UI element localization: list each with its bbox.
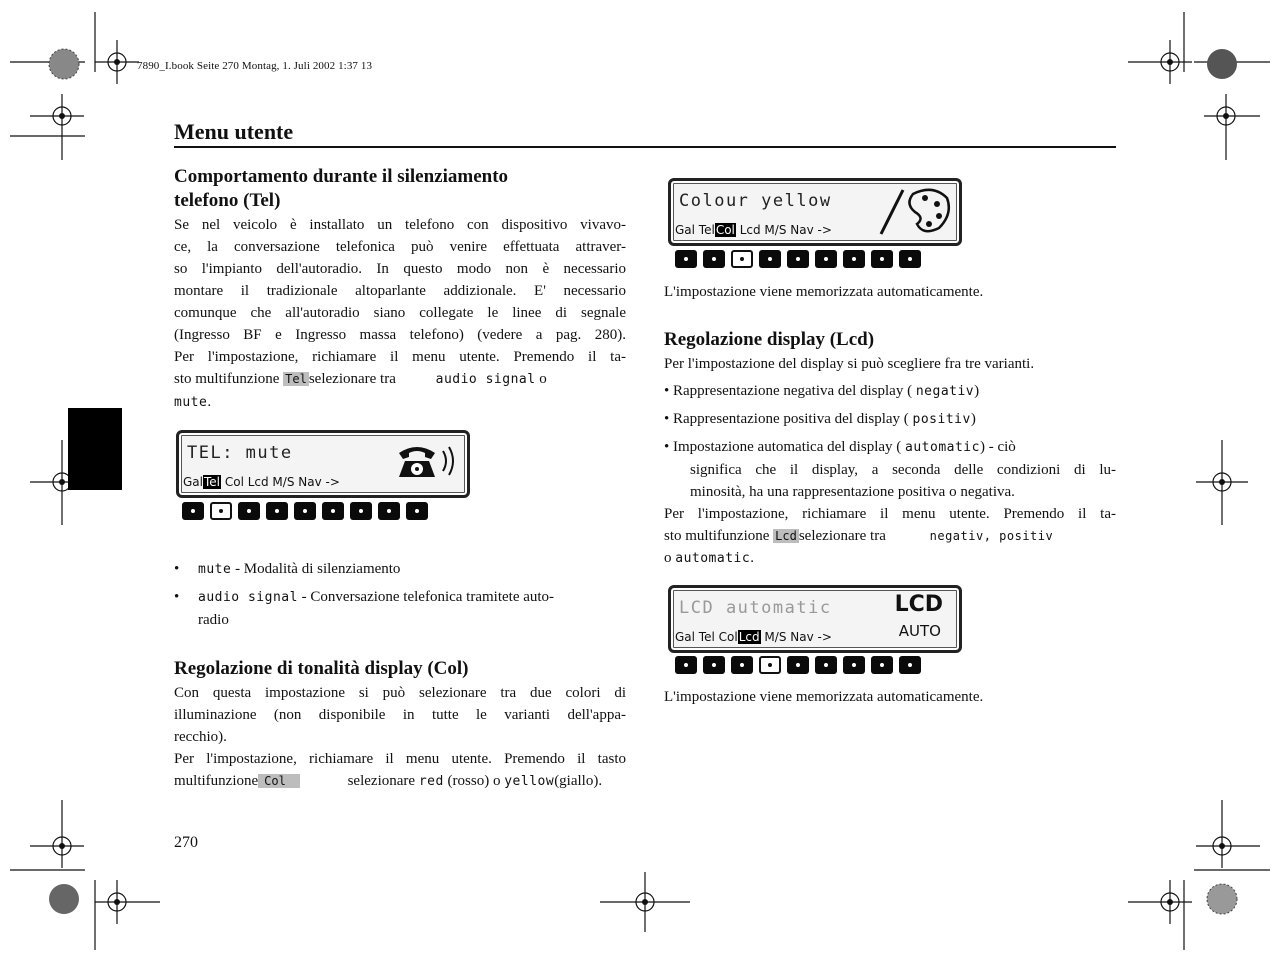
softkey-5[interactable] <box>787 250 809 268</box>
para-line <box>174 368 626 391</box>
text: o <box>664 550 672 566</box>
softkey-row-tel <box>182 502 428 520</box>
text: sto multifunzione <box>174 371 280 387</box>
text: ) - ciò <box>979 439 1016 455</box>
menu-selected: Lcd <box>738 630 760 644</box>
col-paragraph <box>174 682 626 793</box>
text: sto multifunzione <box>664 528 770 544</box>
palette-icon <box>873 184 953 238</box>
heading-line-2: telefono (Tel) <box>174 190 281 211</box>
para-line <box>664 525 1116 547</box>
bullet-mute: • mute - Modalità di silenziamento <box>174 561 401 577</box>
softkey-8[interactable] <box>378 502 400 520</box>
softkey-7[interactable] <box>843 656 865 674</box>
lcd-menu-bar <box>675 223 832 237</box>
softkey-8[interactable] <box>871 656 893 674</box>
bullet-positiv: • Rappresentazione positiva del display ( positiv) <box>664 411 976 427</box>
text: (rosso) o <box>447 773 501 789</box>
text: . <box>750 550 754 566</box>
softkey-1[interactable] <box>182 502 204 520</box>
softkey-row-lcd <box>675 656 921 674</box>
text: o <box>539 371 547 387</box>
lcd-display-col <box>668 178 962 246</box>
lcd-menu-bar <box>675 630 832 644</box>
lcd-paragraph <box>664 353 1116 570</box>
softkey-9[interactable] <box>406 502 428 520</box>
para-line: so l'impianto dell'autoradio. In questo modo non è necessario <box>174 261 626 277</box>
col-saved-note: L'impostazione viene memorizzata automaticamente. <box>664 284 984 300</box>
para-line: Per l'impostazione del display si può scegliere fra tre varianti. <box>664 356 1035 372</box>
softkey-9[interactable] <box>899 250 921 268</box>
text: . <box>207 394 212 410</box>
para-line: illuminazione (non disponibile in tutte le varianti dell'appa- <box>174 707 626 723</box>
text: selezionare tra <box>308 371 396 387</box>
heading-line-1: Comportamento durante il silenziamento <box>174 166 509 187</box>
menu-text: M/S Nav -> <box>764 630 832 644</box>
code-text: negativ <box>915 384 975 399</box>
softkey-4[interactable] <box>759 250 781 268</box>
menu-text: Gal <box>183 475 203 489</box>
softkey-2[interactable] <box>703 250 725 268</box>
text: • Rappresentazione negativa del display ( <box>664 383 913 399</box>
menu-selected: Col <box>715 223 735 237</box>
para-line: Per l'impostazione, richiamare il menu utente. Premendo il ta- <box>664 506 1116 522</box>
para-line: minosità, ha una rappresentazione positiva o negativa. <box>690 484 1015 500</box>
lcd-display-lcd <box>668 585 962 653</box>
section-heading-lcd: Regolazione display (Lcd) <box>664 329 875 350</box>
para-line: Per l'impostazione, richiamare il menu utente. Premendo il ta- <box>174 349 626 365</box>
section-heading-tel <box>174 165 508 213</box>
text: • Impostazione automatica del display ( <box>664 439 902 455</box>
code-text: audio signal <box>198 590 298 605</box>
softkey-6[interactable] <box>815 250 837 268</box>
code-text: yellow <box>504 774 555 789</box>
code-text: mute <box>174 395 208 410</box>
para-line: montare il tradizionale altoparlante addizionale. E' necessario <box>174 283 626 299</box>
softkey-row-col <box>675 250 921 268</box>
title-rule <box>174 146 1116 148</box>
para-line: ce, la conversazione telefonica può venire effettuata attraver- <box>174 239 626 255</box>
code-text: audio signal <box>435 372 536 387</box>
softkey-8[interactable] <box>871 250 893 268</box>
lcd-top-text: TEL: mute <box>187 443 293 463</box>
bullet-automatic <box>664 436 1116 459</box>
telephone-icon <box>391 439 461 481</box>
menu-text: Lcd M/S Nav -> <box>739 223 832 237</box>
para-line: Se nel veicolo è installato un telefono con dispositivo vivavo- <box>174 217 626 233</box>
code-text: automatic <box>675 551 751 566</box>
key-highlight: Tel <box>285 372 307 386</box>
softkey-6[interactable] <box>815 656 837 674</box>
code-text: automatic <box>905 440 980 455</box>
para-line: significa che il display, a seconda delle condizioni di lu- <box>690 462 1116 478</box>
softkey-7[interactable] <box>843 250 865 268</box>
bullet-audio-signal: • audio signal - Conversazione telefonica tramitete auto- radio <box>174 589 555 628</box>
para-line: (Ingresso BF e Ingresso massa telefono) (vedere a pag. 280). <box>174 327 626 343</box>
page-number: 270 <box>174 834 198 851</box>
page-title: Menu utente <box>174 119 294 144</box>
para-line: Con questa impostazione si può selezionare tra due colori di <box>174 685 626 701</box>
lcd-display-tel <box>176 430 470 498</box>
softkey-1[interactable] <box>675 250 697 268</box>
para-line: recchio). <box>174 729 227 745</box>
menu-text: Col Lcd M/S Nav -> <box>224 475 340 489</box>
lcd-top-text: LCD automatic <box>679 598 832 618</box>
section-heading-col: Regolazione di tonalità display (Col) <box>174 658 469 679</box>
softkey-3[interactable] <box>238 502 260 520</box>
softkey-7[interactable] <box>350 502 372 520</box>
code-text: red <box>418 774 444 789</box>
code-text: mute <box>198 562 232 577</box>
key-highlight: Col <box>258 774 300 788</box>
text: • Rappresentazione positiva del display ( <box>664 411 909 427</box>
softkey-9[interactable] <box>899 656 921 674</box>
para-line <box>664 547 1116 570</box>
menu-text: Gal Tel Col <box>675 630 738 644</box>
menu-selected: Tel <box>204 475 221 489</box>
lcd-saved-note: L'impostazione viene memorizzata automaticamente. <box>664 689 984 705</box>
text: selezionare tra <box>798 528 886 544</box>
code-text: positiv <box>912 412 971 427</box>
lcd-small-label: AUTO <box>898 622 941 640</box>
bullet-text: - Conversazione telefonica tramitete auto- <box>297 589 555 605</box>
softkey-1[interactable] <box>675 656 697 674</box>
softkey-4[interactable] <box>266 502 288 520</box>
softkey-5[interactable] <box>294 502 316 520</box>
softkey-3[interactable] <box>731 656 753 674</box>
bullet-text: radio <box>198 612 229 628</box>
lcd-big-label: LCD <box>894 592 943 617</box>
para-line <box>174 391 626 414</box>
text: multifunzione <box>174 773 259 789</box>
para-line: comunque che all'autoradio siano collegate le linee di segnale <box>174 305 626 321</box>
para-line: Per l'impostazione, richiamare il menu utente. Premendo il tasto <box>174 751 626 767</box>
key-highlight: Lcd <box>775 529 797 543</box>
softkey-4[interactable] <box>759 656 781 674</box>
para-line <box>174 770 626 793</box>
menu-text: Gal Tel <box>675 223 715 237</box>
lcd-menu-bar <box>183 475 340 489</box>
lcd-top-text: Colour yellow <box>679 191 832 211</box>
softkey-2[interactable] <box>703 656 725 674</box>
softkey-6[interactable] <box>322 502 344 520</box>
print-info: 7890_I.book Seite 270 Montag, 1. Juli 2002 1:37 13 <box>137 60 373 72</box>
softkey-2[interactable] <box>210 502 232 520</box>
code-text: negativ, positiv <box>929 529 1054 543</box>
text: (giallo). <box>554 773 603 789</box>
bullet-negativ: • Rappresentazione negativa del display ( negativ) <box>664 383 980 399</box>
text: selezionare <box>347 773 416 789</box>
thumb-tab <box>68 408 122 490</box>
tel-paragraph <box>174 214 626 414</box>
softkey-3[interactable] <box>731 250 753 268</box>
softkey-5[interactable] <box>787 656 809 674</box>
bullet-text: - Modalità di silenziamento <box>231 561 401 577</box>
